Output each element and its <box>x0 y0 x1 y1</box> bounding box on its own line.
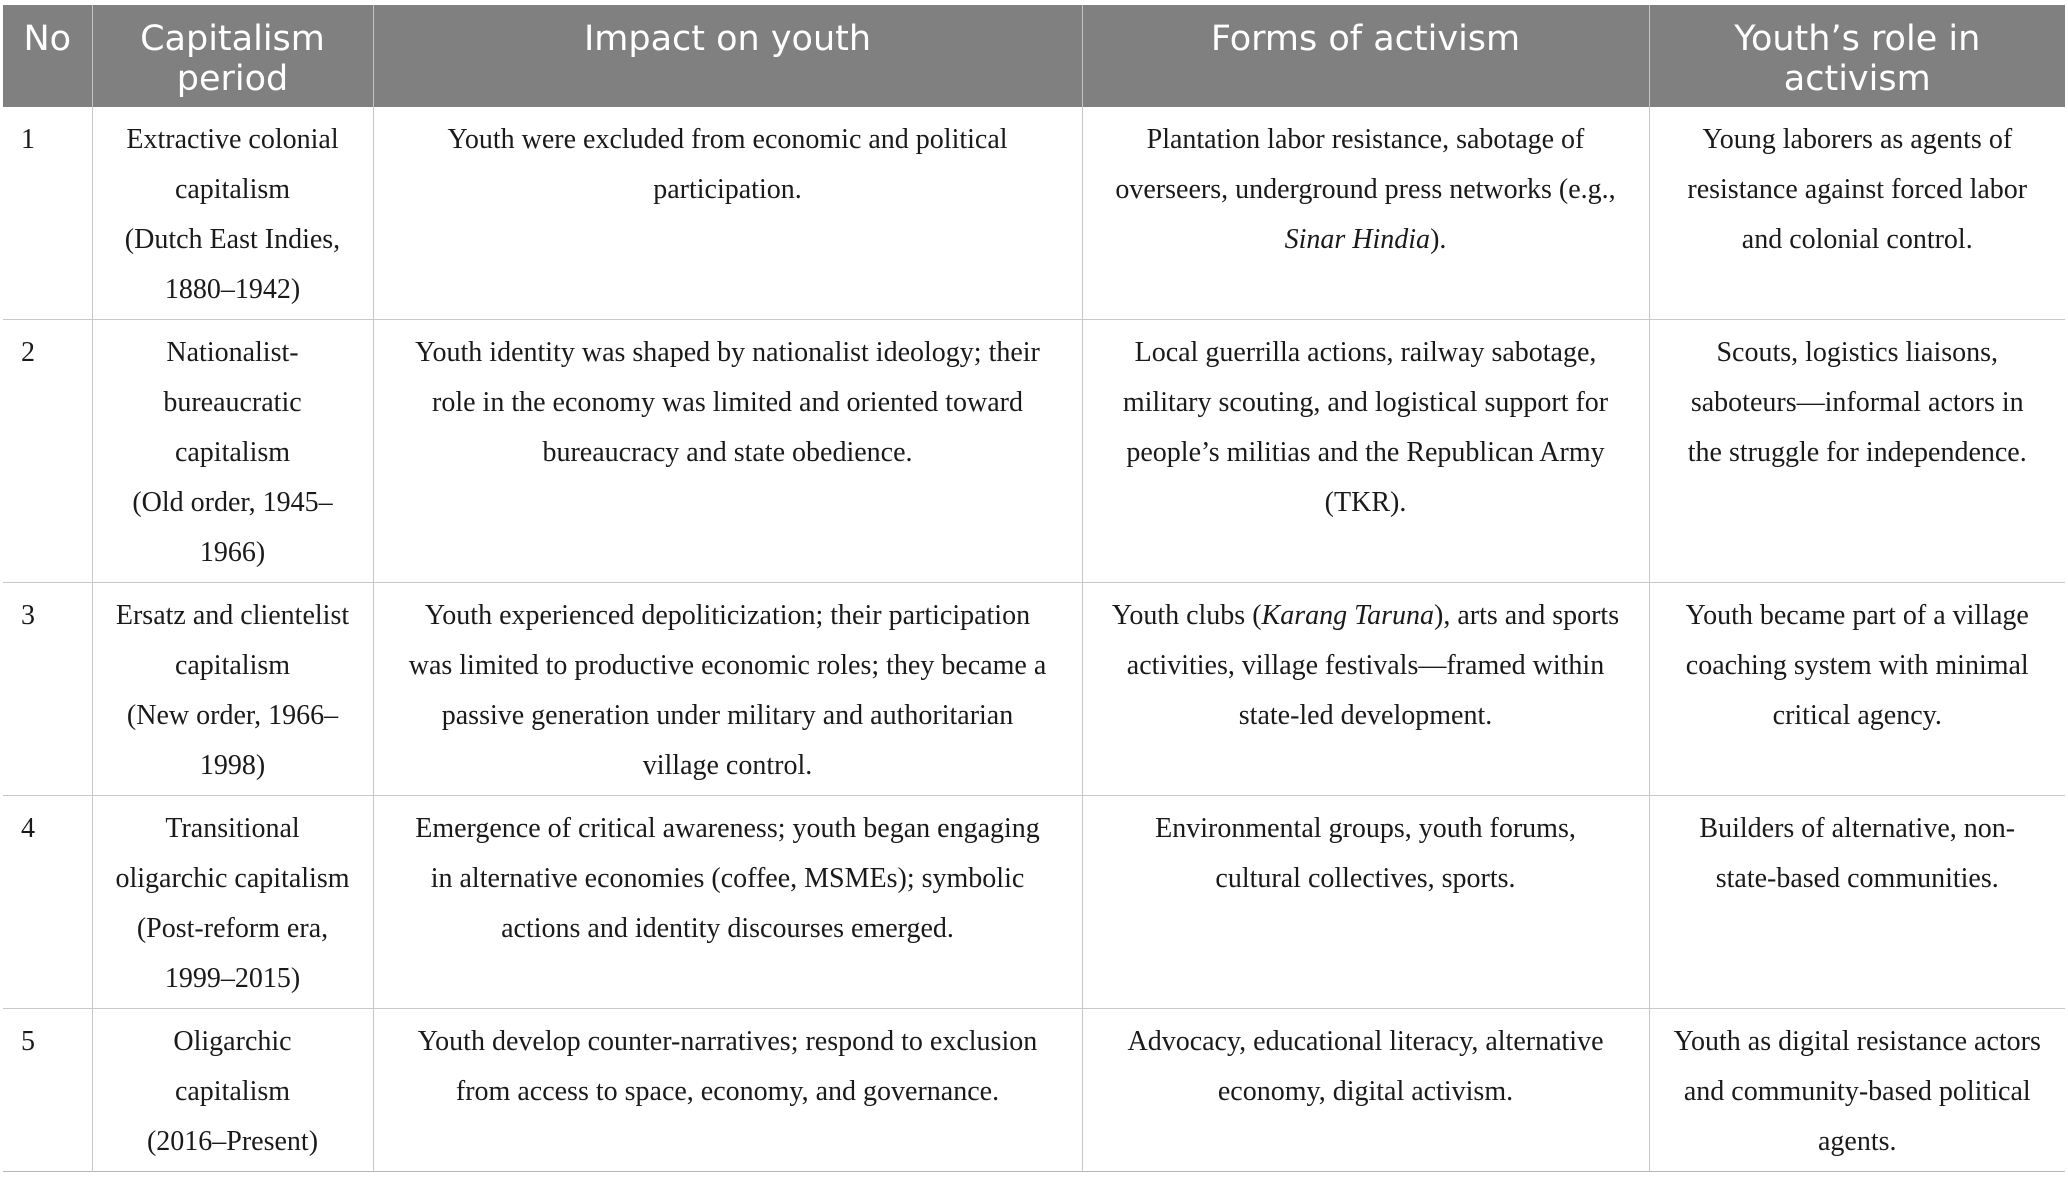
cell-impact: Youth experienced depoliticization; their participation was limited to productive economic roles; they became a passive generation under military and authoritarian village control. <box>373 583 1082 796</box>
cell-impact: Youth were excluded from economic and political participation. <box>373 107 1082 320</box>
cell-period: Oligarchic capitalism (2016–Present) <box>92 1009 373 1172</box>
cell-role: Youth as digital resistance actors and community-based political agents. <box>1649 1009 2065 1172</box>
cell-impact: Youth develop counter-narratives; respond to exclusion from access to space, economy, and governance. <box>373 1009 1082 1172</box>
cell-period: Extractive colonial capitalism (Dutch East Indies, 1880–1942) <box>92 107 373 320</box>
cell-forms: Plantation labor resistance, sabotage of overseers, underground press networks (e.g., Sinar Hindia). <box>1082 107 1649 320</box>
cell-impact: Emergence of critical awareness; youth began engaging in alternative economies (coffee, MSMEs); symbolic actions and identity discourses emerged. <box>373 796 1082 1009</box>
cell-forms: Environmental groups, youth forums, cultural collectives, sports. <box>1082 796 1649 1009</box>
header-forms-of-activism: Forms of activism <box>1082 5 1649 107</box>
cell-no: 2 <box>3 320 92 583</box>
table-row <box>3 1009 2065 1172</box>
header-row <box>3 5 2065 107</box>
cell-role: Youth became part of a village coaching system with minimal critical agency. <box>1649 583 2065 796</box>
cell-no: 5 <box>3 1009 92 1172</box>
cell-no: 4 <box>3 796 92 1009</box>
capitalism-youth-activism-table <box>3 5 2065 1172</box>
cell-role: Scouts, logistics liaisons, saboteurs—informal actors in the struggle for independence. <box>1649 320 2065 583</box>
cell-no: 1 <box>3 107 92 320</box>
table-row <box>3 107 2065 320</box>
cell-role: Young laborers as agents of resistance against forced labor and colonial control. <box>1649 107 2065 320</box>
header-impact-on-youth: Impact on youth <box>373 5 1082 107</box>
cell-period: Ersatz and clientelist capitalism (New order, 1966– 1998) <box>92 583 373 796</box>
publication-name: Sinar Hindia <box>1284 224 1431 255</box>
table-row <box>3 796 2065 1009</box>
cell-role: Builders of alternative, non- state-based communities. <box>1649 796 2065 1009</box>
header-youth-role: Youth’s role in activism <box>1649 5 2065 107</box>
cell-impact: Youth identity was shaped by nationalist ideology; their role in the economy was limited and oriented toward bureaucracy and state obedience. <box>373 320 1082 583</box>
cell-period: Nationalist- bureaucratic capitalism (Old order, 1945– 1966) <box>92 320 373 583</box>
cell-forms: Advocacy, educational literacy, alternative economy, digital activism. <box>1082 1009 1649 1172</box>
table-row <box>3 320 2065 583</box>
cell-forms: Local guerrilla actions, railway sabotage, military scouting, and logistical support for people’s militias and the Republican Army (TKR). <box>1082 320 1649 583</box>
header-capitalism-period: Capitalism period <box>92 5 373 107</box>
cell-period: Transitional oligarchic capitalism (Post-reform era, 1999–2015) <box>92 796 373 1009</box>
header-no: No <box>3 5 92 107</box>
cell-forms: Youth clubs (Karang Taruna), arts and sports activities, village festivals—framed within state-led development. <box>1082 583 1649 796</box>
cell-no: 3 <box>3 583 92 796</box>
organization-name: Karang Taruna <box>1261 600 1435 631</box>
table-row <box>3 583 2065 796</box>
